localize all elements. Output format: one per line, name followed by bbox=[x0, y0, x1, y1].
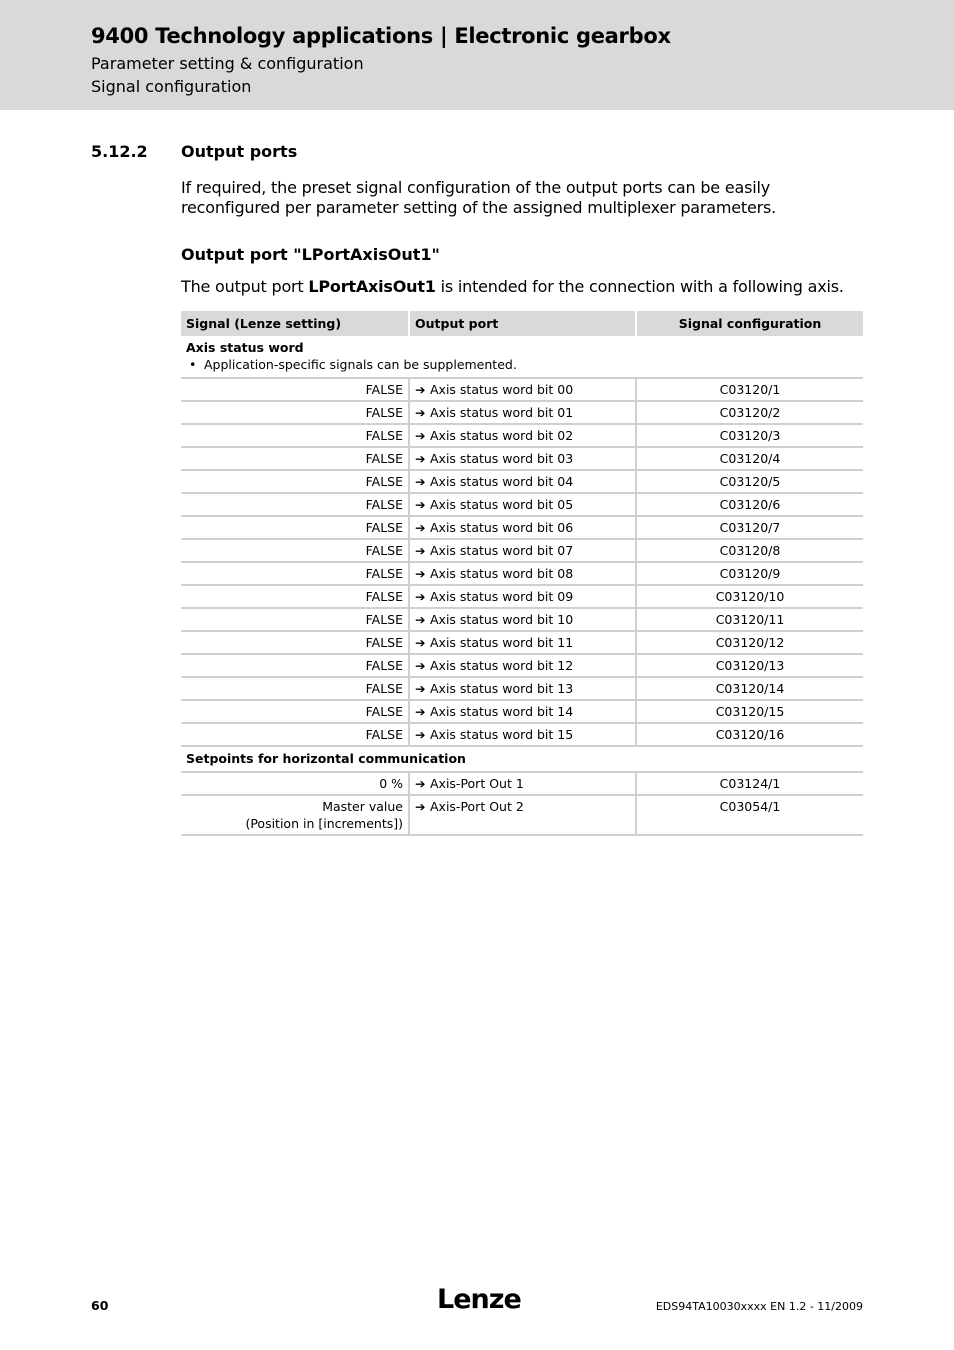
port-cell bbox=[408, 448, 635, 469]
table-row bbox=[181, 494, 863, 517]
port-label: Axis-Port Out 1 bbox=[430, 776, 524, 791]
signal-cell: FALSE bbox=[365, 589, 403, 604]
group-title: Setpoints for horizontal communication bbox=[186, 751, 466, 766]
table-row bbox=[181, 425, 863, 448]
signal-cell: FALSE bbox=[365, 612, 403, 627]
config-cell: C03120/3 bbox=[635, 425, 863, 446]
signal-cell: FALSE bbox=[365, 727, 403, 742]
arrow-right-icon: ➔ bbox=[415, 451, 426, 466]
signal-cell: FALSE bbox=[365, 635, 403, 650]
port-cell bbox=[408, 632, 635, 653]
port-desc-suffix: is intended for the connection with a following axis. bbox=[435, 277, 844, 296]
signal-cell: FALSE bbox=[365, 520, 403, 535]
port-label: Axis status word bit 06 bbox=[430, 520, 574, 535]
config-cell: C03120/14 bbox=[635, 678, 863, 699]
port-description bbox=[181, 277, 844, 296]
signal-cell bbox=[181, 796, 408, 834]
section-title: Output ports bbox=[181, 142, 298, 161]
table-row bbox=[181, 402, 863, 425]
bullet-icon: • bbox=[189, 357, 197, 372]
config-cell: C03120/8 bbox=[635, 540, 863, 561]
table-row bbox=[181, 655, 863, 678]
port-label: Axis status word bit 10 bbox=[430, 612, 574, 627]
signal-line-1: Master value bbox=[322, 799, 403, 814]
arrow-right-icon: ➔ bbox=[415, 520, 426, 535]
port-label: Axis status word bit 11 bbox=[430, 635, 574, 650]
page-number: 60 bbox=[91, 1298, 109, 1313]
arrow-right-icon: ➔ bbox=[415, 474, 426, 489]
port-cell bbox=[408, 701, 635, 722]
config-cell: C03120/15 bbox=[635, 701, 863, 722]
port-cell bbox=[408, 609, 635, 630]
port-cell bbox=[408, 678, 635, 699]
chapter-subtitle: Parameter setting & configuration bbox=[91, 54, 364, 73]
config-cell: C03120/5 bbox=[635, 471, 863, 492]
table-row bbox=[181, 609, 863, 632]
arrow-right-icon: ➔ bbox=[415, 566, 426, 581]
table-row bbox=[181, 632, 863, 655]
port-label: Axis status word bit 15 bbox=[430, 727, 574, 742]
port-label: Axis-Port Out 2 bbox=[430, 799, 524, 814]
signal-cell: FALSE bbox=[365, 428, 403, 443]
config-cell: C03120/4 bbox=[635, 448, 863, 469]
header-signal: Signal (Lenze setting) bbox=[181, 311, 408, 336]
arrow-right-icon: ➔ bbox=[415, 497, 426, 512]
signal-cell: FALSE bbox=[365, 382, 403, 397]
port-label: Axis status word bit 08 bbox=[430, 566, 574, 581]
config-cell: C03120/6 bbox=[635, 494, 863, 515]
port-label: Axis status word bit 14 bbox=[430, 704, 574, 719]
signal-cell: FALSE bbox=[365, 566, 403, 581]
port-label: Axis status word bit 12 bbox=[430, 658, 574, 673]
port-cell bbox=[408, 655, 635, 676]
signal-cell: 0 % bbox=[379, 776, 403, 791]
port-cell bbox=[408, 379, 635, 400]
port-cell bbox=[408, 517, 635, 538]
signal-cell: FALSE bbox=[365, 658, 403, 673]
signal-cell: FALSE bbox=[365, 474, 403, 489]
port-label: Axis status word bit 01 bbox=[430, 405, 574, 420]
signal-cell: FALSE bbox=[365, 704, 403, 719]
config-cell: C03120/13 bbox=[635, 655, 863, 676]
arrow-right-icon: ➔ bbox=[415, 658, 426, 673]
port-desc-prefix: The output port bbox=[181, 277, 309, 296]
arrow-right-icon: ➔ bbox=[415, 704, 426, 719]
config-cell: C03120/1 bbox=[635, 379, 863, 400]
header-band bbox=[0, 0, 954, 110]
config-cell: C03120/9 bbox=[635, 563, 863, 584]
arrow-right-icon: ➔ bbox=[415, 543, 426, 558]
port-cell bbox=[408, 425, 635, 446]
config-cell: C03120/2 bbox=[635, 402, 863, 423]
config-cell: C03120/16 bbox=[635, 724, 863, 745]
table-row bbox=[181, 678, 863, 701]
port-cell bbox=[408, 796, 635, 834]
arrow-right-icon: ➔ bbox=[415, 589, 426, 604]
config-cell: C03120/11 bbox=[635, 609, 863, 630]
signal-cell: FALSE bbox=[365, 405, 403, 420]
port-cell bbox=[408, 471, 635, 492]
table-row bbox=[181, 448, 863, 471]
port-heading: Output port "LPortAxisOut1" bbox=[181, 245, 440, 264]
port-label: Axis status word bit 03 bbox=[430, 451, 574, 466]
arrow-right-icon: ➔ bbox=[415, 727, 426, 742]
port-cell bbox=[408, 586, 635, 607]
group-note-text: Application-specific signals can be supplemented. bbox=[204, 357, 517, 372]
arrow-right-icon: ➔ bbox=[415, 382, 426, 397]
port-label: Axis status word bit 02 bbox=[430, 428, 574, 443]
arrow-right-icon: ➔ bbox=[415, 776, 426, 791]
signal-cell: FALSE bbox=[365, 543, 403, 558]
lenze-logo: Lenze bbox=[437, 1284, 521, 1315]
port-label: Axis status word bit 07 bbox=[430, 543, 574, 558]
table-row bbox=[181, 701, 863, 724]
header-signal-configuration: Signal configuration bbox=[635, 311, 863, 336]
intro-paragraph: If required, the preset signal configuration of the output ports can be easily reconfigured per parameter setting of the assigned multiplexer parameters. bbox=[181, 178, 777, 217]
arrow-right-icon: ➔ bbox=[415, 799, 426, 814]
document-title: 9400 Technology applications | Electronic gearbox bbox=[91, 24, 671, 48]
port-cell bbox=[408, 724, 635, 745]
table-row bbox=[181, 563, 863, 586]
port-label: Axis status word bit 05 bbox=[430, 497, 574, 512]
port-label: Axis status word bit 09 bbox=[430, 589, 574, 604]
group1-rows bbox=[181, 379, 863, 747]
signal-line-2: (Position in [increments]) bbox=[245, 816, 403, 831]
table-row bbox=[181, 379, 863, 402]
config-cell: C03120/7 bbox=[635, 517, 863, 538]
arrow-right-icon: ➔ bbox=[415, 428, 426, 443]
table-row bbox=[181, 796, 863, 836]
port-desc-name: LPortAxisOut1 bbox=[308, 277, 436, 296]
table-row bbox=[181, 540, 863, 563]
signal-cell: FALSE bbox=[365, 451, 403, 466]
signal-cell: FALSE bbox=[365, 681, 403, 696]
table-row bbox=[181, 517, 863, 540]
arrow-right-icon: ➔ bbox=[415, 405, 426, 420]
signal-cell: FALSE bbox=[365, 497, 403, 512]
section-number: 5.12.2 bbox=[91, 142, 148, 161]
port-cell bbox=[408, 540, 635, 561]
group-axis-status-word bbox=[181, 336, 863, 379]
table-row bbox=[181, 471, 863, 494]
group-title: Axis status word bbox=[186, 340, 304, 355]
header-output-port: Output port bbox=[408, 311, 635, 336]
arrow-right-icon: ➔ bbox=[415, 681, 426, 696]
arrow-right-icon: ➔ bbox=[415, 635, 426, 650]
table-row bbox=[181, 773, 863, 796]
port-cell bbox=[408, 773, 635, 794]
table-header-row bbox=[181, 311, 863, 336]
config-cell: C03124/1 bbox=[635, 773, 863, 794]
signal-table bbox=[181, 311, 863, 836]
config-cell: C03120/10 bbox=[635, 586, 863, 607]
group-note bbox=[186, 356, 858, 373]
config-cell: C03054/1 bbox=[635, 796, 863, 834]
port-cell bbox=[408, 402, 635, 423]
port-label: Axis status word bit 00 bbox=[430, 382, 574, 397]
section-subtitle: Signal configuration bbox=[91, 77, 252, 96]
document-id: EDS94TA10030xxxx EN 1.2 - 11/2009 bbox=[655, 1300, 863, 1313]
table-row bbox=[181, 586, 863, 609]
port-label: Axis status word bit 13 bbox=[430, 681, 574, 696]
port-cell bbox=[408, 563, 635, 584]
group-setpoints bbox=[181, 747, 863, 773]
config-cell: C03120/12 bbox=[635, 632, 863, 653]
port-label: Axis status word bit 04 bbox=[430, 474, 574, 489]
table-row bbox=[181, 724, 863, 747]
port-cell bbox=[408, 494, 635, 515]
arrow-right-icon: ➔ bbox=[415, 612, 426, 627]
